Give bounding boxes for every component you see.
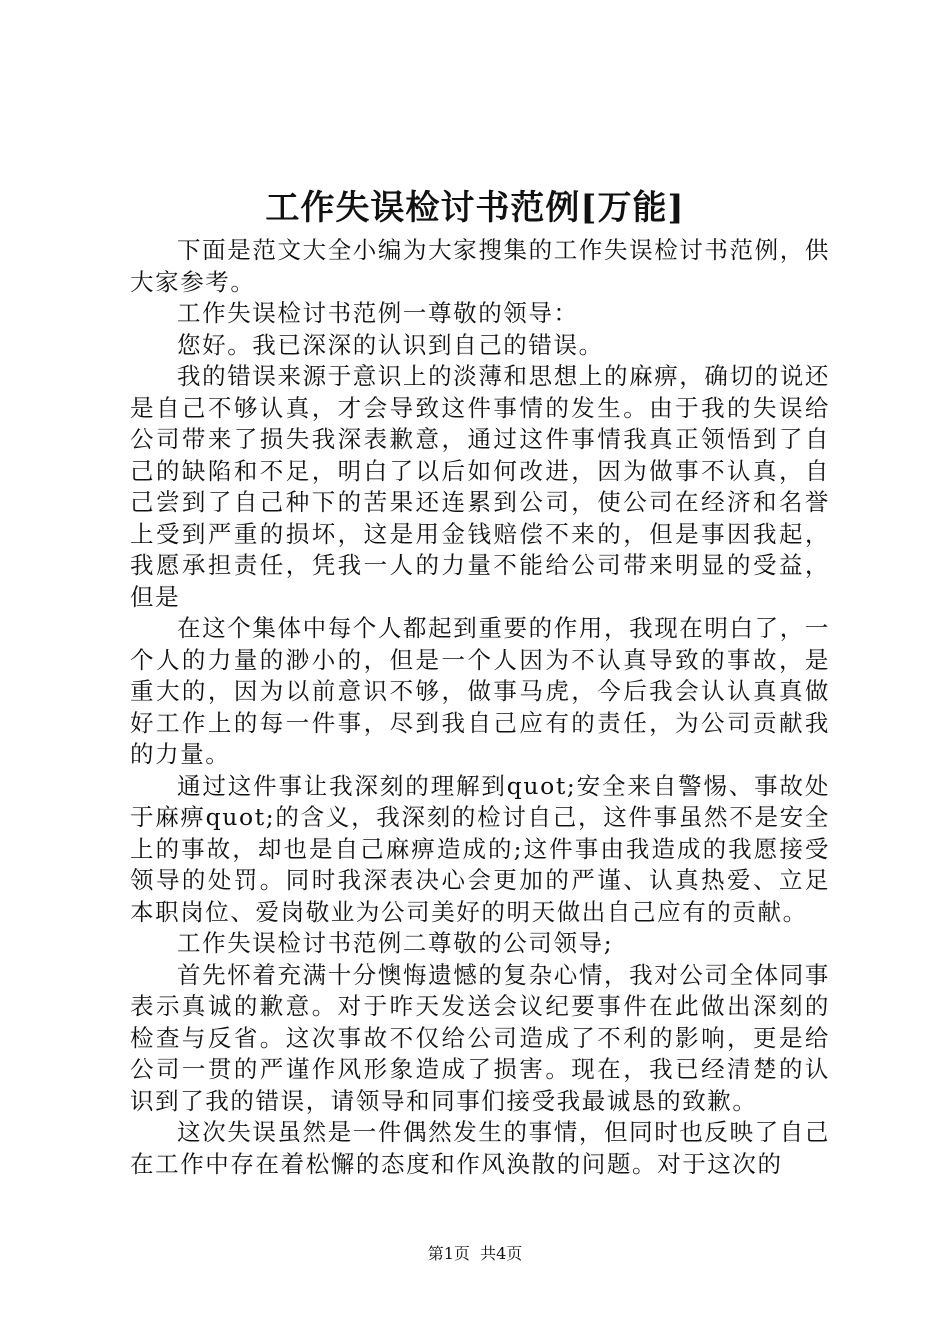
paragraph: 工作失误检讨书范例一尊敬的领导： <box>177 299 579 327</box>
paragraph: 我的错误来源于意识上的淡薄和思想上的麻痹，确切的说还是自己不够认真，才会导致这件事情的发生。由于我的失误给公司带来了损失我深表歉意，通过这件事情我真正领悟到了自己的缺陷和不足，明白了以后如何改进，因为做事不认真，自己尝到了自己种下的苦果还连累到公司，使公司在经济和名誉上受到严重的损坏，这是用金钱赔偿不来的，但是事因我起，我愿承担责任，凭我一人的力量不能给公司带来明显的受益，但是 <box>130 362 830 611</box>
paragraph: 这次失误虽然是一件偶然发生的事情，但同时也反映了自己在工作中存在着松懈的态度和作风涣散的问题。对于这次的 <box>130 1118 830 1178</box>
page-number: 第1页 <box>427 1244 470 1263</box>
paragraph: 首先怀着充满十分懊悔遗憾的复杂心情，我对公司全体同事表示真诚的歉意。对于昨天发送会议纪要事件在此做出深刻的检查与反省。这次事故不仅给公司造成了不利的影响，更是给公司一贯的严谨作风形象造成了损害。现在，我已经清楚的认识到了我的错误，请领导和同事们接受我最诚恳的致歉。 <box>130 960 830 1115</box>
page-total: 共4页 <box>480 1244 523 1263</box>
paragraph: 通过这件事让我深刻的理解到quot;安全来自警惕、事故处于麻痹quot;的含义，我深刻的检讨自己，这件事虽然不是安全上的事故，却也是自己麻痹造成的;这件事由我造成的我愿接受领导的处罚。同时我深表决心会更加的严谨、认真热爱、立足本职岗位、爱岗敬业为公司美好的明天做出自己应有的贡献。 <box>130 771 830 926</box>
paragraph: 在这个集体中每个人都起到重要的作用，我现在明白了，一个人的力量的渺小的，但是一个人因为不认真导致的事故，是重大的，因为以前意识不够，做事马虎，今后我会认认真真做好工作上的每一件事，尽到我自己应有的责任，为公司贡献我的力量。 <box>130 614 830 768</box>
document-title: 工作失误检讨书范例[万能] <box>265 188 685 228</box>
paragraph: 您好。我已深深的认识到自己的错误。 <box>177 330 604 359</box>
document-body <box>130 235 830 1180</box>
paragraph: 下面是范文大全小编为大家搜集的工作失误检讨书范例，供大家参考。 <box>130 236 830 296</box>
paragraph: 工作失误检讨书范例二尊敬的公司领导; <box>177 929 614 957</box>
page-footer <box>0 1243 950 1265</box>
